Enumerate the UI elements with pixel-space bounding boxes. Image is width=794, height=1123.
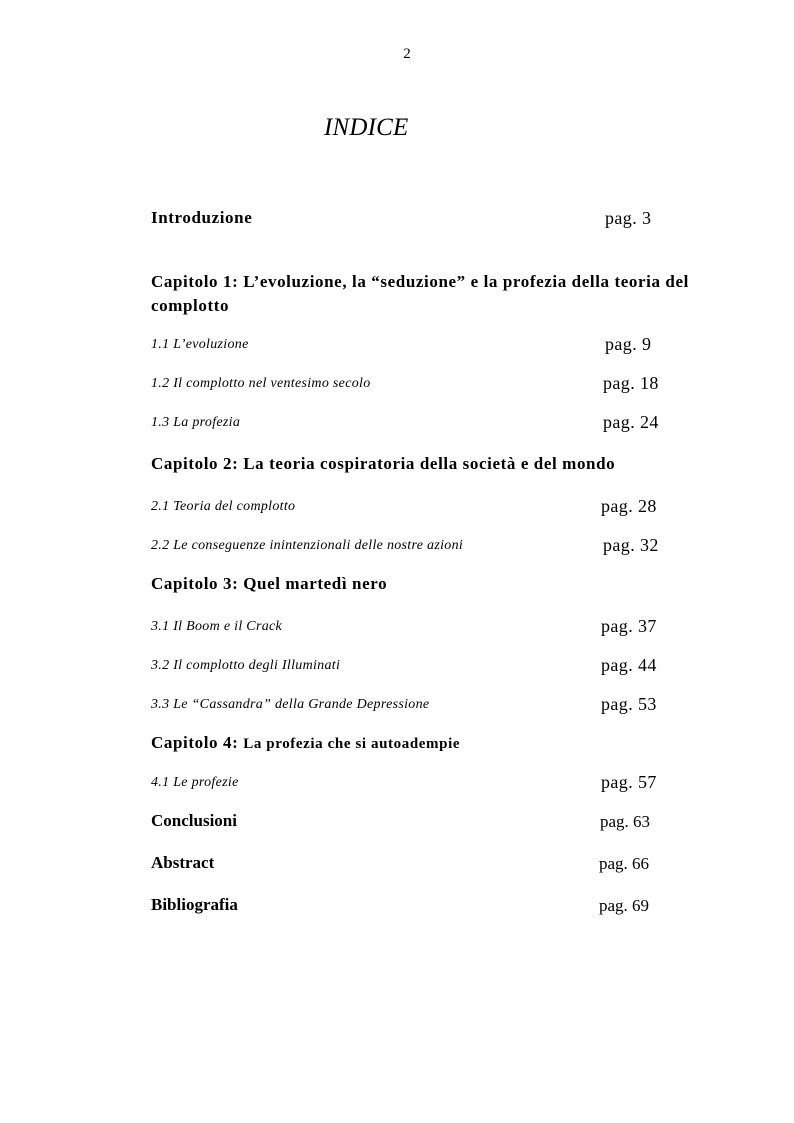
toc-entry-3-2-label: 3.2 Il complotto degli Illuminati [151, 658, 341, 673]
toc-entry-intro-label: Introduzione [151, 208, 253, 227]
toc-chapter-4-prefix: Capitolo 4: [151, 733, 239, 752]
toc-entry-3-1-page: pag. 37 [601, 616, 657, 636]
toc-entry-3-2-page: pag. 44 [601, 655, 657, 675]
page-title: INDICE [324, 114, 409, 141]
toc-entry-conclusions-label: Conclusioni [151, 811, 237, 830]
toc-chapter-1: Capitolo 1: L’evoluzione, la “seduzione” e la profezia della teoria del complotto [151, 272, 689, 315]
toc-entry-1-2-label: 1.2 Il complotto nel ventesimo secolo [151, 376, 371, 391]
toc-entry-2-1-label: 2.1 Teoria del complotto [151, 499, 296, 514]
toc-entry-abstract-label: Abstract [151, 853, 215, 872]
toc-entry-conclusions-page: pag. 63 [600, 812, 651, 831]
toc-entry-intro-page: pag. 3 [605, 208, 652, 228]
toc-entry-2-1-page: pag. 28 [601, 496, 657, 516]
toc-entry-1-1-label: 1.1 L’evoluzione [151, 337, 249, 352]
toc-entry-1-3-label: 1.3 La profezia [151, 415, 241, 430]
toc-entry-2-2-page: pag. 32 [603, 535, 659, 555]
toc-entry-abstract-page: pag. 66 [599, 854, 650, 873]
toc-entry-3-3-page: pag. 53 [601, 694, 657, 714]
toc-chapter-4 [151, 733, 460, 753]
toc-entry-1-3-page: pag. 24 [603, 412, 659, 432]
toc-chapter-3: Capitolo 3: Quel martedì nero [151, 574, 388, 593]
page-number: 2 [403, 46, 411, 62]
toc-entry-3-3-label: 3.3 Le “Cassandra” della Grande Depressione [151, 697, 430, 712]
toc-chapter-4-title: La profezia che si autoadempie [243, 736, 461, 752]
toc-entry-bibliography-label: Bibliografia [151, 895, 238, 914]
toc-entry-bibliography-page: pag. 69 [599, 896, 650, 915]
toc-entry-4-1-page: pag. 57 [601, 772, 657, 792]
toc-entry-1-1-page: pag. 9 [605, 334, 652, 354]
toc-chapter-2: Capitolo 2: La teoria cospiratoria della società e del mondo [151, 454, 616, 473]
toc-entry-4-1-label: 4.1 Le profezie [151, 775, 239, 790]
toc-entry-2-2-label: 2.2 Le conseguenze inintenzionali delle nostre azioni [151, 538, 464, 553]
toc-entry-3-1-label: 3.1 Il Boom e il Crack [151, 619, 283, 634]
toc-entry-1-2-page: pag. 18 [603, 373, 659, 393]
